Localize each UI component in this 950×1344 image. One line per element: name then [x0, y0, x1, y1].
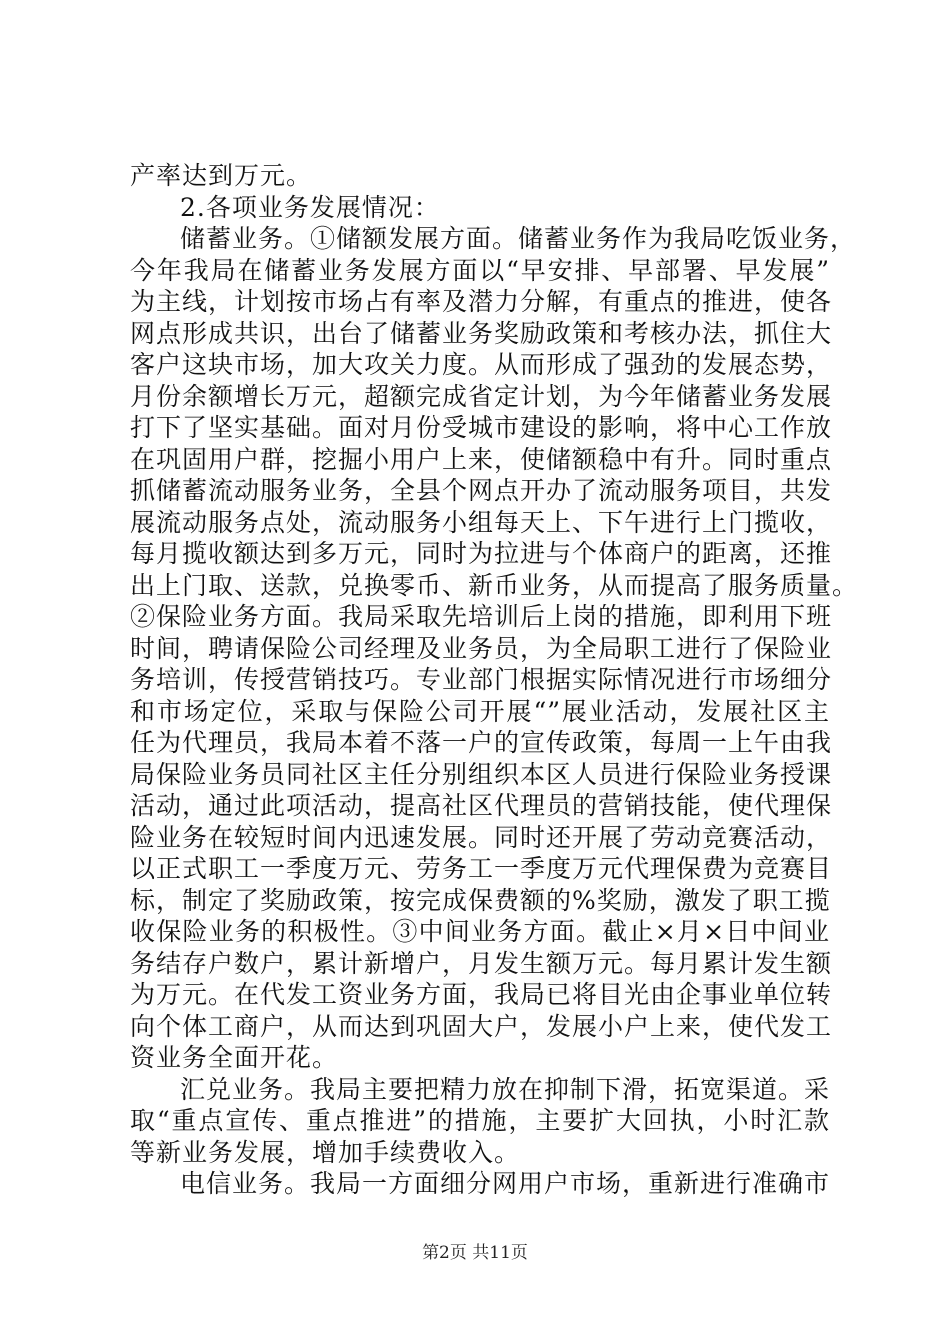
- text-line: 时间，聘请保险公司经理及业务员，为全局职工进行了保险业: [130, 633, 833, 663]
- text-line: 务培训，传授营销技巧。专业部门根据实际情况进行市场细分: [130, 665, 833, 694]
- text-line: 资业务全面开花。: [130, 1043, 339, 1072]
- text-line: 局保险业务员同社区主任分别组织本区人员进行保险业务授课: [130, 759, 833, 789]
- page-number-footer: 第2页 共11页: [422, 1243, 528, 1263]
- document-body: [130, 160, 859, 1200]
- text-line: 抓储蓄流动服务业务，全县个网点开办了流动服务项目，共发: [130, 476, 833, 505]
- text-line: 向个体工商户，从而达到巩固大户，发展小户上来，使代发工: [130, 1011, 833, 1041]
- text-line: 以正式职工一季度万元、劳务工一季度万元代理保费为竞赛目: [130, 854, 833, 883]
- text-line: 客户这块市场，加大攻关力度。从而形成了强劲的发展态势，: [130, 350, 833, 379]
- text-line: 打下了坚实基础。面对月份受城市建设的影响，将中心工作放: [130, 413, 833, 442]
- text-line: 收保险业务的积极性。③中间业务方面。截止×月×日中间业: [130, 917, 830, 946]
- paragraph-start-line: 储蓄业务。①储额发展方面。储蓄业务作为我局吃饭业务，: [180, 224, 857, 253]
- text-line: 产率达到万元。: [130, 161, 313, 190]
- text-line: 在巩固用户群，挖掘小用户上来，使储额稳中有升。同时重点: [130, 444, 833, 474]
- text-line: 出上门取、送款，兑换零币、新币业务，从而提高了服务质量。: [130, 570, 859, 600]
- text-line: 月份余额增长万元，超额完成省定计划，为今年储蓄业务发展: [130, 381, 833, 411]
- text-line: 为主线，计划按市场占有率及潜力分解，有重点的推进，使各: [130, 287, 833, 316]
- text-line: 险业务在较短时间内迅速发展。同时还开展了劳动竞赛活动，: [130, 822, 833, 852]
- text-line: 任为代理员，我局本着不落一户的宣传政策，每周一上午由我: [130, 728, 833, 757]
- paragraph-start-line: 汇兑业务。我局主要把精力放在抑制下滑，拓宽渠道。采: [180, 1074, 831, 1104]
- text-line: ②保险业务方面。我局采取先培训后上岗的措施，即利用下班: [130, 602, 833, 631]
- text-line: 展流动服务点处，流动服务小组每天上、下午进行上门揽收，: [130, 507, 833, 537]
- paragraph-start-line: 电信业务。我局一方面细分网用户市场，重新进行准确市: [180, 1169, 831, 1198]
- text-line: 今年我局在储蓄业务发展方面以“早安排、早部署、早发展”: [130, 255, 830, 285]
- text-line: 网点形成共识，出台了储蓄业务奖励政策和考核办法，抓住大: [130, 318, 833, 348]
- text-line: 为万元。在代发工资业务方面，我局已将目光由企事业单位转: [130, 980, 833, 1009]
- text-line: 取“重点宣传、重点推进”的措施，主要扩大回执，小时汇款: [130, 1106, 830, 1135]
- text-line: 等新业务发展，增加手续费收入。: [130, 1137, 521, 1167]
- section-heading: 2.各项业务发展情况：: [180, 192, 440, 222]
- text-line: 每月揽收额达到多万元，同时为拉进与个体商户的距离，还推: [130, 539, 833, 568]
- text-line: 活动，通过此项活动，提高社区代理员的营销技能，使代理保: [130, 791, 833, 820]
- text-line: 和市场定位，采取与保险公司开展“”展业活动，发展社区主: [130, 696, 830, 726]
- text-line: 务结存户数户，累计新增户，月发生额万元。每月累计发生额: [130, 948, 833, 978]
- text-line: 标，制定了奖励政策，按完成保费额的%奖励，激发了职工揽: [130, 885, 831, 915]
